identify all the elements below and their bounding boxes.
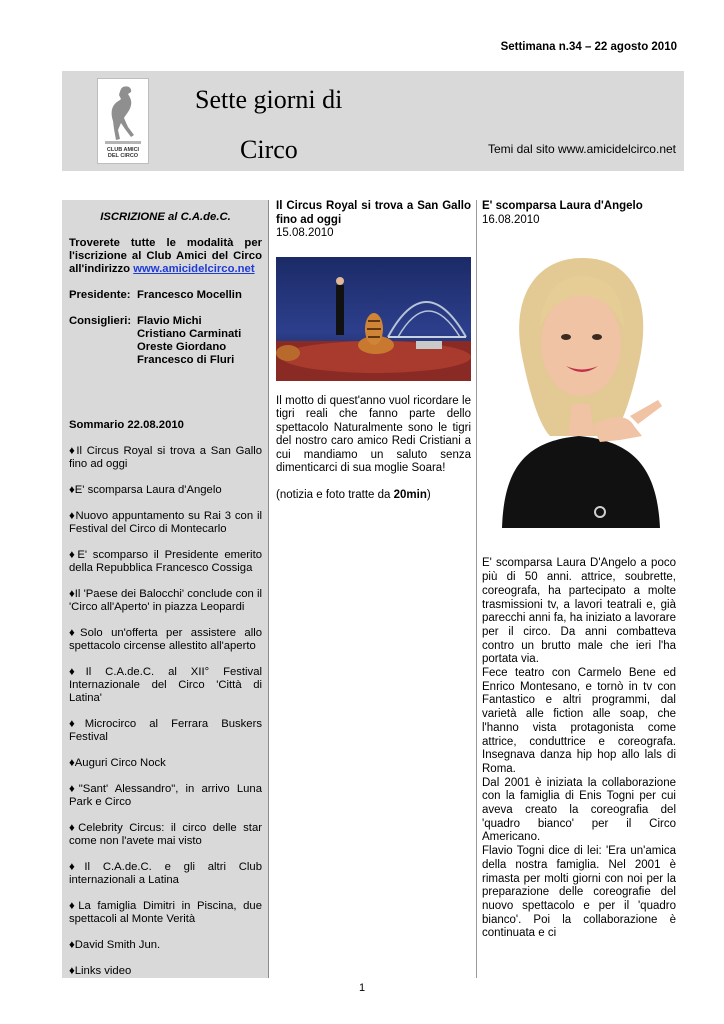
article-laura-dangelo [482, 200, 676, 941]
summary-item[interactable]: ♦La famiglia Dimitri in Piscina, due spettacoli al Monte Verità [69, 900, 262, 925]
themes-line: Temi dal sito www.amicidelcirco.net [487, 142, 676, 156]
article-body: Il motto di quest'anno vuol ricordare le tigri reali che fanno parte dello spettacolo Naturalmente sono le tigri del nostro caro amico Redi Cristiani a cui mandiamo un saluto senza dimenticarci di sua moglie Soara! [276, 394, 471, 474]
counselors-row: Consiglieri: Flavio Michi Cristiano Carminati Oreste Giordano Francesco di Fluri [69, 315, 242, 366]
summary-item[interactable]: ♦Nuovo appuntamento su Rai 3 con il Festival del Circo di Montecarlo [69, 510, 262, 535]
sidebar [62, 200, 269, 978]
article-circus-royal [276, 200, 471, 502]
summary-item[interactable]: ♦Microcirco al Ferrara Buskers Festival [69, 718, 262, 743]
counselors-list: Flavio Michi Cristiano Carminati Oreste Giordano Francesco di Fluri [137, 315, 242, 366]
summary-list [69, 445, 262, 978]
portrait-photo [482, 236, 676, 528]
sidebar-heading: ISCRIZIONE al C.A.de.C. [100, 211, 231, 223]
summary-item[interactable]: ♦Il Circus Royal si trova a San Gallo fino ad oggi [69, 445, 262, 470]
summary-item[interactable]: ♦Il C.A.de.C. e gli altri Club internazionali a Latina [69, 861, 262, 886]
page-number: 1 [358, 982, 366, 994]
header-banner [62, 71, 684, 171]
summary-item[interactable]: ♦David Smith Jun. [69, 939, 161, 951]
summary-item[interactable]: ♦Solo un'offerta per assistere allo spettacolo circense allestito all'aperto [69, 627, 262, 652]
horse-icon [101, 83, 145, 145]
summary-title: Sommario 22.08.2010 [69, 419, 184, 431]
summary-item[interactable]: ♦Celebrity Circus: il circo delle star come non l'avete mai visto [69, 822, 262, 847]
club-website-link[interactable]: www.amicidelcirco.net [133, 263, 255, 275]
article-title: Il Circus Royal si trova a San Gallo fino ad oggi [276, 200, 471, 226]
summary-item[interactable]: ♦E' scomparsa Laura d'Angelo [69, 484, 222, 496]
article-title: E' scomparsa Laura d'Angelo [482, 200, 643, 212]
summary-item[interactable]: ♦E' scomparso il Presidente emerito della Repubblica Francesco Cossiga [69, 549, 262, 574]
article-body: E' scomparsa Laura D'Angelo a poco più di 50 anni. attrice, soubrette, coreografa, ha partecipato a molte trasmissioni tv, a lavori teatrali e, già parecchi anni fa, ha iniziato a lavorare per il circo. Da anni combatteva contro un brutto male che ieri l'ha portata via. Fece teatro con Carmelo Bene ed Enrico Montesano, e tornò in tv con Fantastico e altri programmi, dal varietà alle fiction alle soap, che l'hanno vista protagonista come attrice, conduttrice e coreografa. Insegnava danza hip hop allo lals di Roma. Dal 2001 è iniziata la collaborazione con la famiglia di Enis Togni per cui aveva creato la coreografia del 'quadro bianco' per il Circo Americano. Flavio Togni dice di lei: 'Era un'amica della nostra famiglia. Nel 2001 è rimasta per molti giorni con noi per la preparazione delle coreografie del nuovo spettacolo e per il 'quadro bianco'. Poi la collaborazione è continuata e ci [482, 557, 676, 940]
summary-item[interactable]: ♦Il 'Paese dei Balocchi' conclude con il 'Circo all'Aperto' in piazza Leopardi [69, 588, 262, 613]
club-logo [97, 78, 149, 164]
column-divider [476, 200, 477, 978]
subscription-text: Troverete tutte le modalità per l'iscrizione al Club Amici del Circo all'indirizzo www.amicidelcirco.net [69, 237, 262, 275]
source-name: 20min [393, 488, 427, 501]
logo-text: CLUB AMICI DEL CIRCO [106, 147, 140, 159]
summary-item[interactable]: ♦Il C.A.de.C. al XII° Festival Internazionale del Circo 'Città di Latina' [69, 666, 262, 704]
article-date: 16.08.2010 [482, 213, 540, 226]
article-source-note: (notizia e foto tratte da 20min) [276, 488, 431, 501]
article-date: 15.08.2010 [276, 227, 334, 239]
summary-item[interactable]: ♦"Sant' Alessandro", in arrivo Luna Park e Circo [69, 783, 262, 808]
president-row: Presidente: Francesco Mocellin [69, 289, 242, 301]
summary-item[interactable]: ♦Auguri Circo Nock [69, 757, 166, 769]
circus-photo [276, 257, 471, 381]
issue-line: Settimana n.34 – 22 agosto 2010 [500, 41, 677, 53]
summary-item[interactable]: ♦Links video [69, 965, 132, 977]
masthead-title-line1: Sette giorni di [195, 85, 343, 114]
masthead-title-line2: Circo [240, 135, 298, 164]
